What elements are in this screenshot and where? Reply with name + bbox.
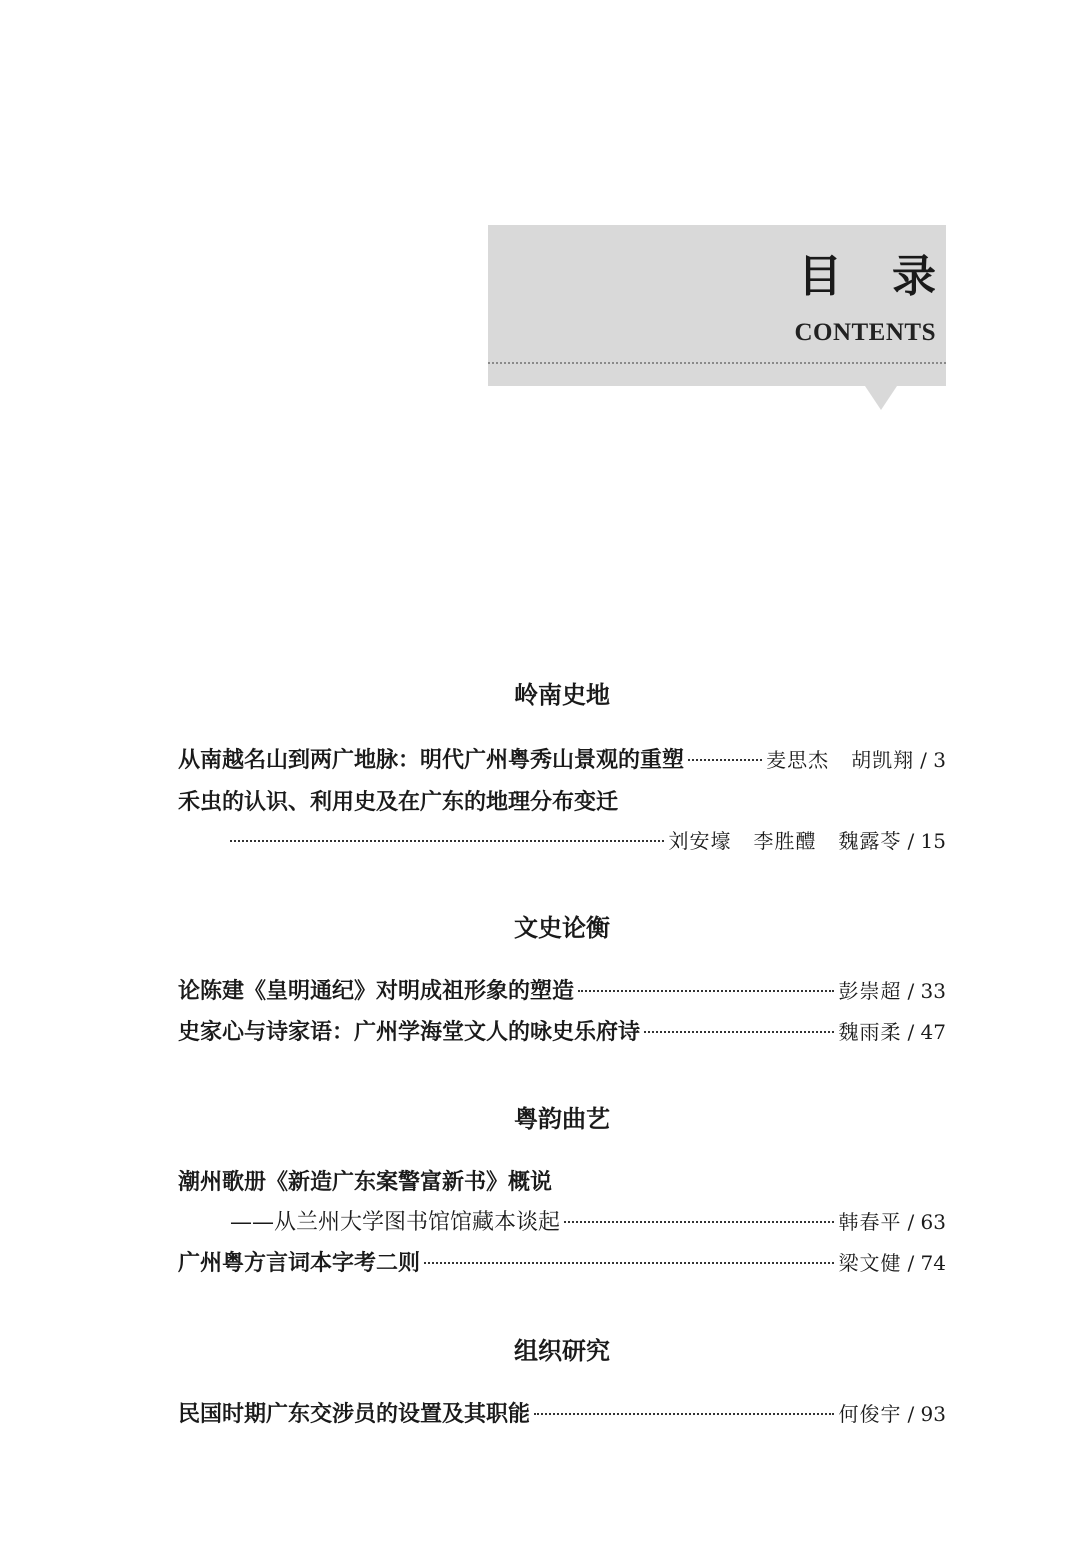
section-title: 粤韵曲艺 xyxy=(514,1104,610,1133)
toc-entry[interactable] xyxy=(230,1205,946,1239)
header-dotted-rule xyxy=(488,362,946,386)
section-title: 文史论衡 xyxy=(514,913,610,942)
entry-page: / 74 xyxy=(907,1251,946,1275)
entry-page: / 33 xyxy=(907,979,946,1003)
toc-entry[interactable] xyxy=(178,1015,946,1049)
author: 胡凯翔 xyxy=(851,748,915,772)
author: 彭崇超 xyxy=(838,979,902,1003)
author: 刘安壕 xyxy=(668,829,732,853)
author: 魏雨柔 xyxy=(838,1020,902,1044)
toc-entry[interactable] xyxy=(178,1246,946,1280)
author: 魏露苓 xyxy=(838,829,902,853)
entry-page: / 93 xyxy=(907,1402,946,1426)
entry-page: / 3 xyxy=(920,748,946,772)
entry-authors xyxy=(838,1015,901,1049)
entry-authors xyxy=(838,1397,901,1431)
entry-title[interactable]: 禾虫的认识、利用史及在广东的地理分布变迁 xyxy=(178,789,619,815)
toc-entry[interactable] xyxy=(178,743,946,777)
entry-title[interactable]: 潮州歌册《新造广东案警富新书》概说 xyxy=(178,1169,553,1195)
entry-title: 论陈建《皇明通纪》对明成祖形象的塑造 xyxy=(178,978,575,1004)
author: 韩春平 xyxy=(838,1210,902,1234)
toc-entry[interactable] xyxy=(178,974,946,1008)
dot-leader xyxy=(424,1261,834,1264)
entry-title: 民国时期广东交涉员的设置及其职能 xyxy=(178,1401,531,1427)
dot-leader xyxy=(688,758,762,761)
entry-authors xyxy=(766,743,914,777)
dot-leader xyxy=(230,839,664,842)
dot-leader xyxy=(534,1412,834,1415)
entry-page: / 47 xyxy=(907,1020,946,1044)
entry-authors xyxy=(838,1246,901,1280)
section-title: 组织研究 xyxy=(514,1336,610,1365)
toc-entry[interactable] xyxy=(178,1397,946,1431)
entry-authors xyxy=(838,974,901,1008)
header-pointer-triangle xyxy=(865,386,897,410)
entry-page: / 63 xyxy=(907,1210,946,1234)
entry-subtitle: ——从兰州大学图书馆馆藏本谈起 xyxy=(230,1210,561,1235)
section-title: 岭南史地 xyxy=(514,680,610,709)
entry-title: 从南越名山到两广地脉：明代广州粤秀山景观的重塑 xyxy=(178,747,685,773)
entry-page: / 15 xyxy=(907,829,946,853)
entry-title: 广州粤方言词本字考二则 xyxy=(178,1250,421,1276)
author: 梁文健 xyxy=(838,1251,902,1275)
author: 李胜醴 xyxy=(753,829,817,853)
toc-entry[interactable] xyxy=(230,824,946,858)
dot-leader xyxy=(578,989,834,992)
entry-authors xyxy=(838,1205,901,1239)
author: 麦思杰 xyxy=(766,748,830,772)
contents-title: 目录 xyxy=(798,251,986,302)
contents-subtitle: CONTENTS xyxy=(794,319,936,346)
entry-title: 史家心与诗家语：广州学海堂文人的咏史乐府诗 xyxy=(178,1019,641,1045)
entry-authors xyxy=(668,824,901,858)
dot-leader xyxy=(644,1030,834,1033)
author: 何俊宇 xyxy=(838,1402,902,1426)
contents-header xyxy=(488,225,986,362)
dot-leader xyxy=(564,1220,834,1223)
